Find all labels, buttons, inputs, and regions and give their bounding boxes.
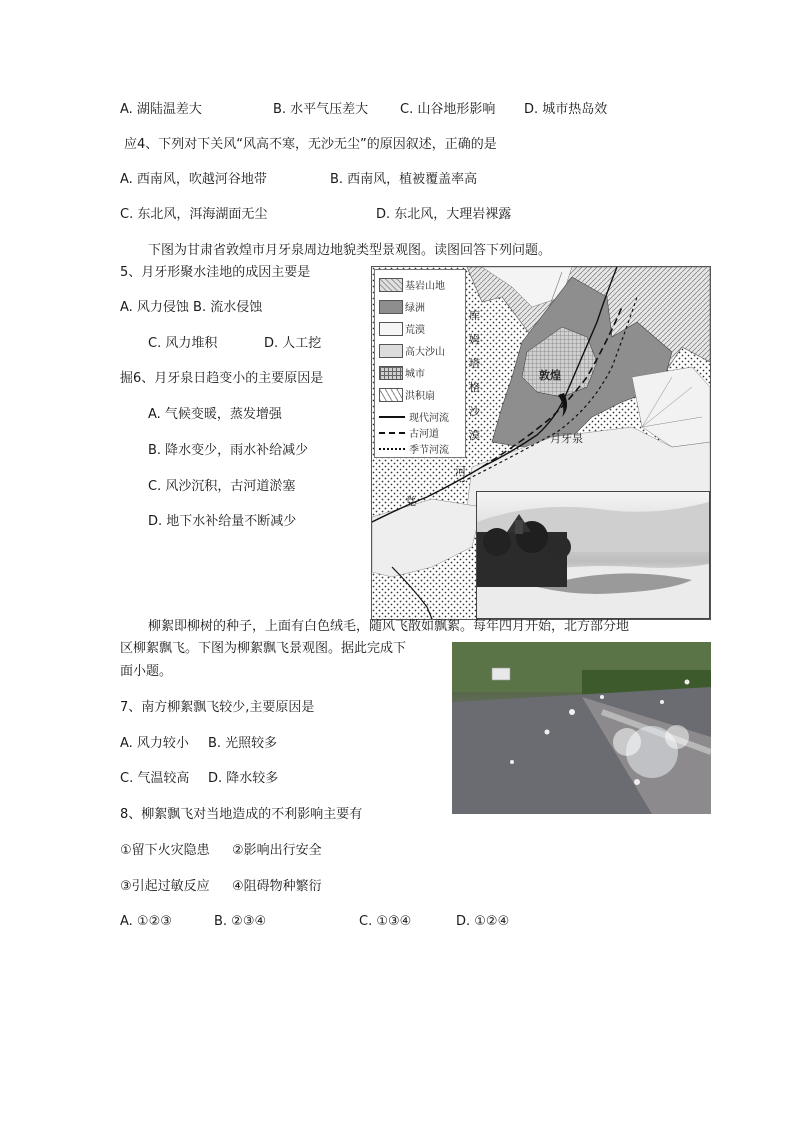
q8-option-d[interactable]: D. ①②④ (456, 914, 510, 929)
label-kumtag-2: 姆 (469, 333, 480, 346)
label-danghe-2: 河 (455, 465, 466, 478)
willow-catkin-photo (452, 642, 711, 814)
legend-label-city: 城市 (405, 369, 425, 380)
q8-stem: 8、柳絮飘飞对当地造成的不利影响主要有 (120, 807, 363, 822)
q3-option-b[interactable]: B. 水平气压差大 (273, 102, 369, 117)
q5-option-ab[interactable]: A. 风力侵蚀 B. 流水侵蚀 (120, 300, 263, 315)
willow-intro-line-3: 面小题。 (120, 664, 173, 679)
willow-catkin-photo-graphic (452, 642, 711, 814)
q8-option-b[interactable]: B. ②③④ (214, 914, 267, 929)
q6-stem: 掘6、月牙泉日趋变小的主要原因是 (120, 371, 324, 386)
legend-swatch-sand-mountain (379, 344, 403, 358)
willow-intro-line-1: 柳絮即柳树的种子，上面有白色绒毛，随风飞散如飘絮。每年四月开始，北方部分地 (148, 619, 630, 634)
q3-option-c[interactable]: C. 山谷地形影响 (400, 102, 496, 117)
label-kumtag-5: 沙 (469, 405, 480, 418)
q8-item-3: ③引起过敏反应 (120, 879, 210, 894)
crescent-spring-photo-graphic (477, 492, 709, 618)
q6-option-a[interactable]: A. 气候变暖，蒸发增强 (148, 407, 282, 422)
legend-line-modern-river (379, 416, 405, 418)
legend-label-oasis: 绿洲 (405, 303, 425, 314)
q6-option-b[interactable]: B. 降水变少，雨水补给减少 (148, 443, 309, 458)
willow-intro-line-2: 区柳絮飘飞。下图为柳絮飘飞景观图。据此完成下 (120, 641, 407, 656)
legend-swatch-oasis (379, 300, 403, 314)
dunhuang-landform-map (371, 266, 711, 620)
q8-item-2: ②影响出行安全 (232, 843, 322, 858)
q8-item-4: ④阻碍物种繁衍 (232, 879, 322, 894)
q8-item-1: ①留下火灾隐患 (120, 843, 210, 858)
q5-option-c[interactable]: C. 风力堆积 (148, 336, 218, 351)
q7-stem: 7、南方柳絮飘飞较少,主要原因是 (120, 700, 315, 715)
legend-swatch-city (379, 366, 403, 380)
q6-option-d[interactable]: D. 地下水补给量不断减少 (148, 514, 297, 529)
q8-option-c[interactable]: C. ①③④ (359, 914, 412, 929)
q4-option-a[interactable]: A. 西南风，吹越河谷地带 (120, 172, 267, 187)
legend-label-sand-mountain: 高大沙山 (405, 347, 445, 358)
crescent-spring-photo (476, 491, 710, 619)
q5-stem: 5、月牙形聚水洼地的成因主要是 (120, 265, 311, 280)
q4-stem: 应4、下列对下关风“风高不寒，无沙无尘”的原因叙述，正确的是 (124, 137, 497, 152)
legend-label-modern-river: 现代河流 (409, 413, 449, 424)
map-intro: 下图为甘肃省敦煌市月牙泉周边地貌类型景观图。读图回答下列问题。 (148, 243, 552, 258)
q4-option-d[interactable]: D. 东北风，大理岩裸露 (376, 207, 512, 222)
q7-option-c[interactable]: C. 气温较高 (120, 771, 190, 786)
legend-label-desert: 荒漠 (405, 325, 425, 336)
legend-label-ancient-river: 古河道 (409, 429, 439, 440)
q3-option-d[interactable]: D. 城市热岛效 (524, 102, 608, 117)
q4-option-c[interactable]: C. 东北风，洱海湖面无尘 (120, 207, 268, 222)
legend-line-ancient-river (379, 432, 405, 434)
legend-label-bedrock: 基岩山地 (405, 281, 445, 292)
label-yueyaquan: 月牙泉 (550, 432, 583, 445)
q8-option-a[interactable]: A. ①②③ (120, 914, 172, 929)
legend-swatch-alluvial-fan (379, 388, 403, 402)
label-kumtag-6: 漠 (469, 429, 480, 442)
legend-label-seasonal-river: 季节河流 (409, 445, 449, 456)
legend-line-seasonal-river (379, 448, 405, 450)
label-danghe-1: 党 (405, 495, 416, 508)
q5-option-d[interactable]: D. 人工挖 (264, 336, 322, 351)
map-legend (374, 269, 466, 458)
label-kumtag-4: 格 (469, 381, 480, 394)
q7-option-a[interactable]: A. 风力较小 (120, 736, 189, 751)
label-dunhuang: 敦煌 (539, 369, 561, 382)
q4-option-b[interactable]: B. 西南风，植被覆盖率高 (330, 172, 478, 187)
legend-swatch-bedrock (379, 278, 403, 292)
q6-option-c[interactable]: C. 风沙沉积，古河道淤塞 (148, 479, 296, 494)
q3-option-a[interactable]: A. 湖陆温差大 (120, 102, 202, 117)
legend-label-alluvial-fan: 洪积扇 (405, 391, 435, 402)
label-kumtag-1: 库 (469, 309, 480, 322)
q7-option-b[interactable]: B. 光照较多 (208, 736, 278, 751)
label-kumtag-3: 塔 (469, 357, 480, 370)
legend-swatch-desert (379, 322, 403, 336)
q7-option-d[interactable]: D. 降水较多 (208, 771, 279, 786)
